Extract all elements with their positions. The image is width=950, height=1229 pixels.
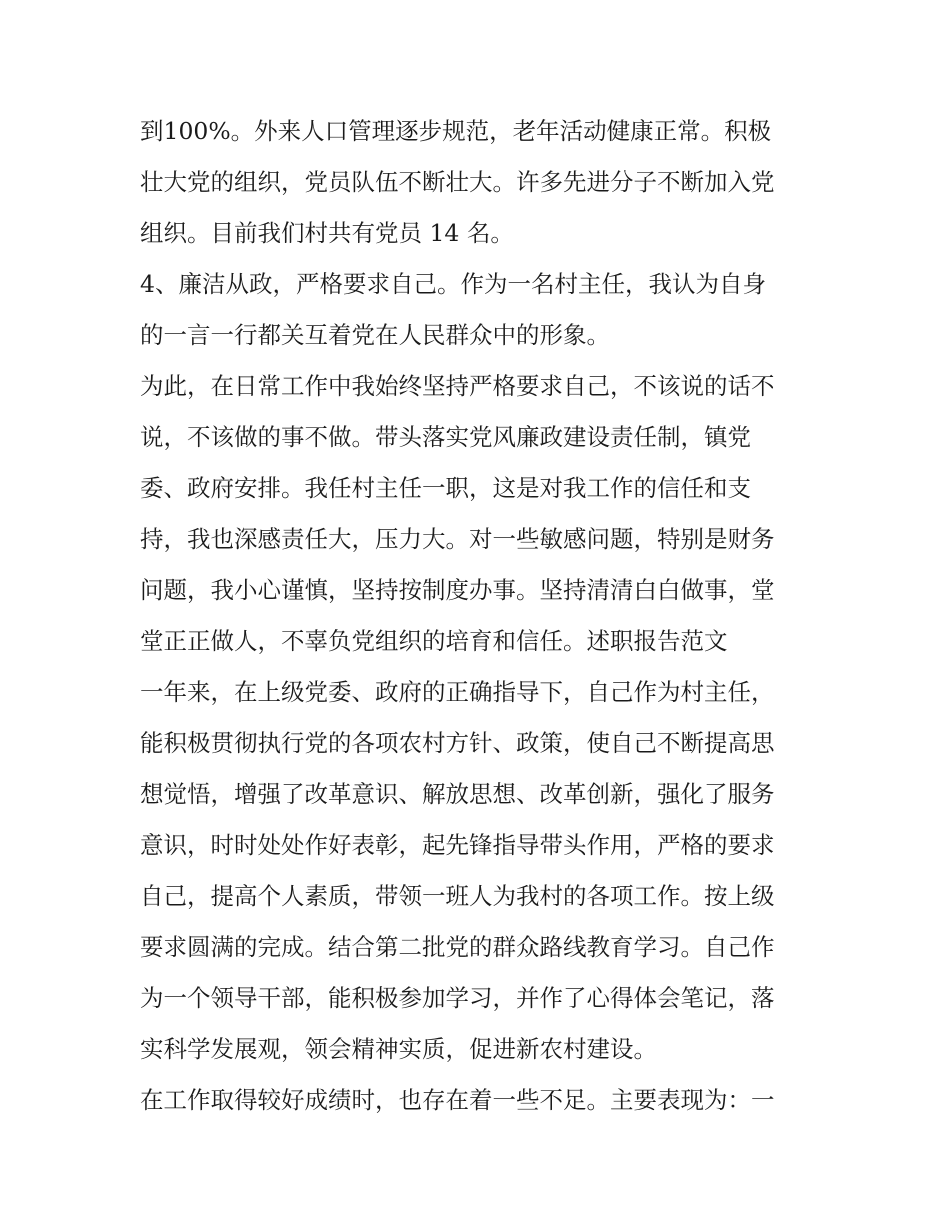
text-line: 想觉悟，增强了改革意识、解放思想、改革创新，强化了服务: [140, 780, 775, 808]
text-line: 能积极贯彻执行党的各项农村方针、政策，使自己不断提高思: [140, 729, 775, 757]
text-line: 组织。目前我们村共有党员 14 名。: [140, 219, 514, 247]
text-line: 4、廉洁从政，严格要求自己。作为一名村主任，我认为自身: [140, 270, 766, 298]
text-line: 到100%。外来人口管理逐步规范，老年活动健康正常。积极: [140, 117, 772, 145]
text-line: 自己，提高个人素质，带领一班人为我村的各项工作。按上级: [140, 882, 775, 910]
text-line: 意识，时时处处作好表彰，起先锋指导带头作用，严格的要求: [140, 831, 775, 859]
text-line: 说，不该做的事不做。带头落实党风廉政建设责任制，镇党: [140, 423, 751, 451]
text-line: 为一个领导干部，能积极参加学习，并作了心得体会笔记，落: [140, 984, 775, 1012]
text-line: 一年来，在上级党委、政府的正确指导下，自己作为村主任，: [140, 678, 775, 706]
text-line: 问题，我小心谨慎，坚持按制度办事。坚持清清白白做事，堂: [140, 576, 775, 604]
text-line: 要求圆满的完成。结合第二批党的群众路线教育学习。自己作: [140, 933, 775, 961]
text-line: 的一言一行都关互着党在人民群众中的形象。: [140, 321, 610, 349]
text-line: 堂正正做人，不辜负党组织的培育和信任。述职报告范文: [140, 627, 728, 655]
text-line: 实科学发展观，领会精神实质，促进新农村建设。: [140, 1035, 657, 1063]
text-line: 为此，在日常工作中我始终坚持严格要求自己，不该说的话不: [140, 372, 775, 400]
text-line: 在工作取得较好成绩时，也存在着一些不足。主要表现为：一: [140, 1086, 775, 1114]
text-line: 持，我也深感责任大，压力大。对一些敏感问题，特别是财务: [140, 525, 775, 553]
text-line: 壮大党的组织，党员队伍不断壮大。许多先进分子不断加入党: [140, 168, 775, 196]
text-line: 委、政府安排。我任村主任一职，这是对我工作的信任和支: [140, 474, 751, 502]
document-body: [140, 106, 820, 1126]
